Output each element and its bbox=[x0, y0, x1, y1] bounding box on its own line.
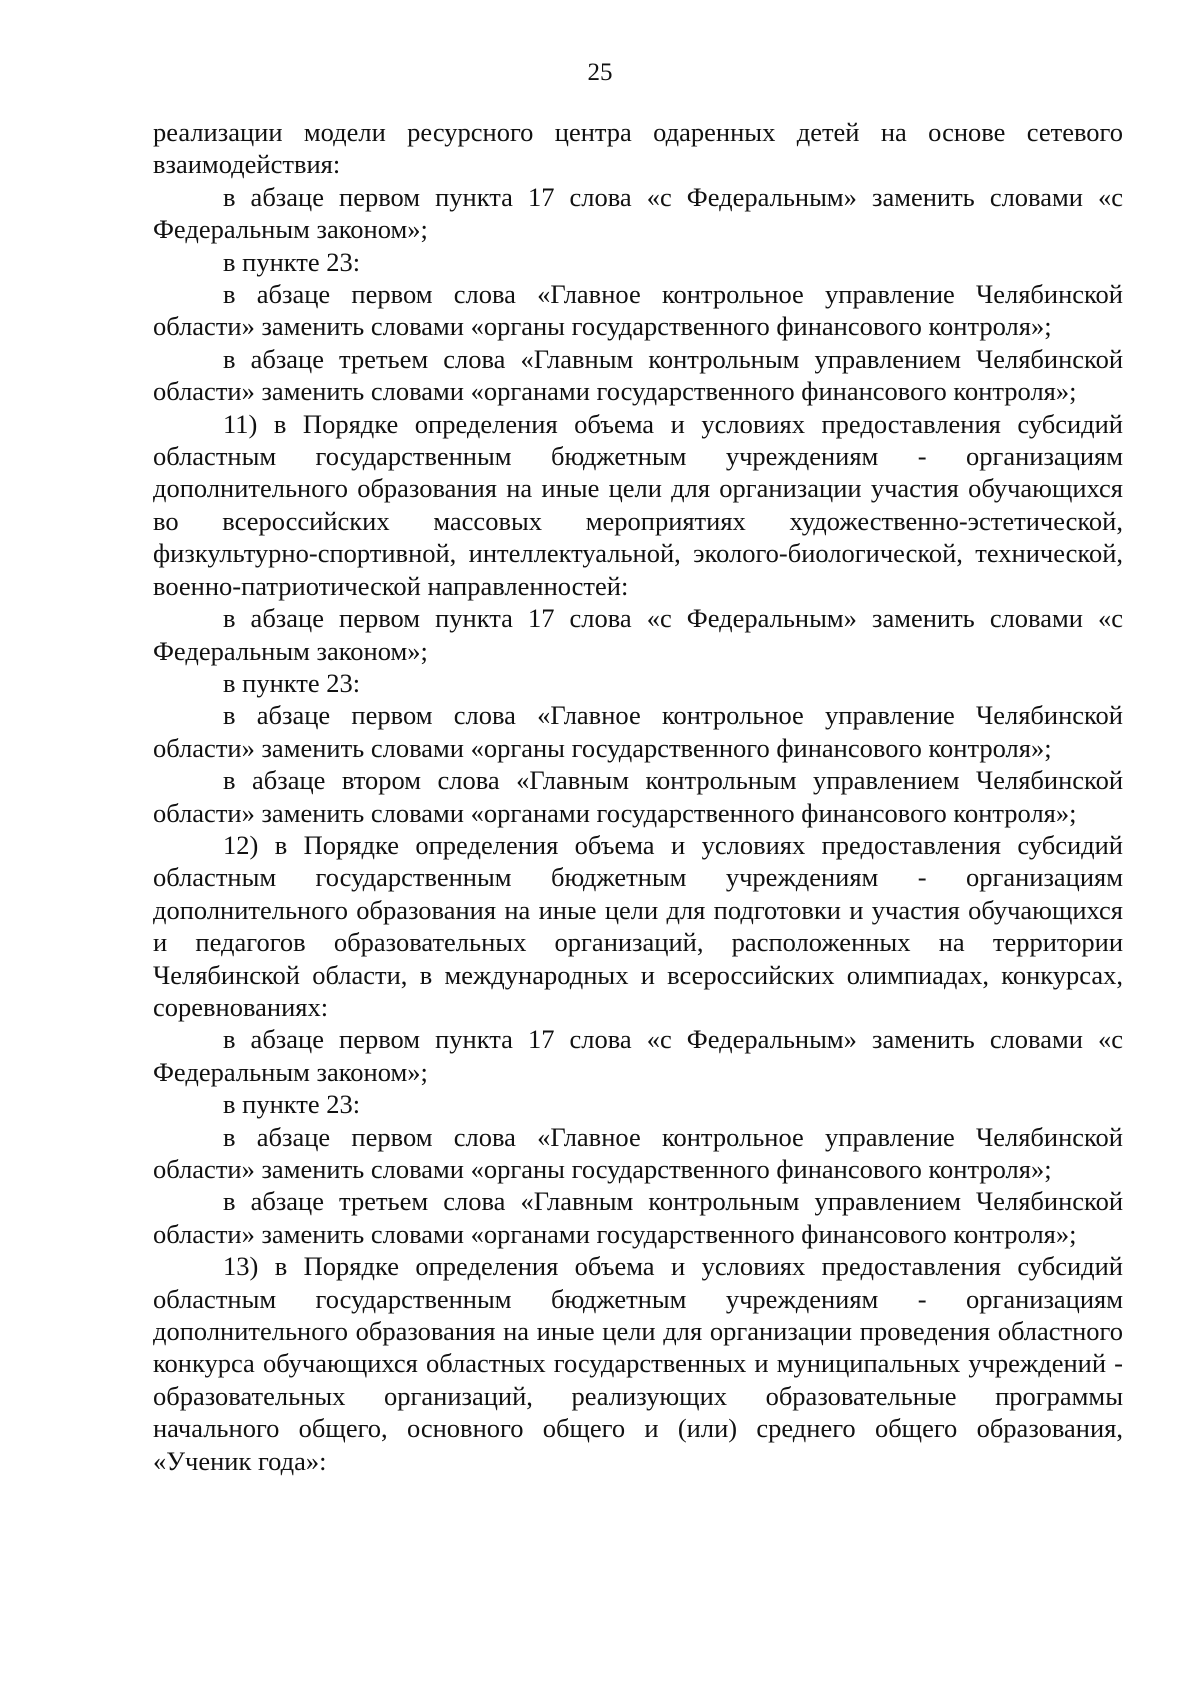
paragraph: в абзаце первом пункта 17 слова «с Федеральным» заменить словами «с Федеральным законом»; bbox=[153, 603, 1123, 666]
paragraph: в пункте 23: bbox=[223, 246, 361, 277]
paragraph: 11) в Порядке определения объема и условиях предоставления субсидий областным государственным бюджетным учреждениям - организациям дополнительного образования на иные цели для организации участия обучающихся во всероссийских массовых мероприятиях художественно-эстетической, физкультурно-спортивной, интеллектуальной, эколого-биологической, технической, военно-патриотической направленностей: bbox=[153, 408, 1123, 601]
paragraph: в пункте 23: bbox=[223, 1089, 361, 1120]
paragraph: в абзаце первом пункта 17 слова «с Федеральным» заменить словами «с Федеральным законом»; bbox=[153, 181, 1123, 245]
paragraph: в абзаце третьем слова «Главным контрольным управлением Челябинской области» заменить словами «органами государственного финансового контроля»; bbox=[153, 1186, 1123, 1249]
paragraph: в абзаце первом слова «Главное контрольное управление Челябинской области» заменить словами «органы государственного финансового контроля»; bbox=[153, 279, 1123, 342]
paragraph: 13) в Порядке определения объема и условиях предоставления субсидий областным государственным бюджетным учреждениям - организациям дополнительного образования на иные цели для организации проведения областного конкурса обучающихся областных государственных и муниципальных учреждений - образовательных организаций, реализующих образовательные программы начального общего, основного общего и (или) среднего общего образования, «Ученик года»: bbox=[153, 1251, 1123, 1476]
paragraph: в абзаце первом слова «Главное контрольное управление Челябинской области» заменить словами «органы государственного финансового контроля»; bbox=[153, 1121, 1123, 1184]
paragraph: в абзаце первом пункта 17 слова «с Федеральным» заменить словами «с Федеральным законом»; bbox=[153, 1024, 1123, 1087]
paragraph: в абзаце втором слова «Главным контрольным управлением Челябинской области» заменить словами «органами государственного финансового контроля»; bbox=[153, 765, 1123, 828]
page-number: 25 bbox=[587, 59, 613, 86]
paragraph: реализации модели ресурсного центра одаренных детей на основе сетевого взаимодействия: bbox=[153, 117, 1123, 180]
paragraph: в пункте 23: bbox=[223, 667, 361, 698]
paragraph: в абзаце первом слова «Главное контрольное управление Челябинской области» заменить словами «органы государственного финансового контроля»; bbox=[153, 700, 1123, 763]
paragraph: в абзаце третьем слова «Главным контрольным управлением Челябинской области» заменить словами «органами государственного финансового контроля»; bbox=[153, 343, 1123, 407]
document-body bbox=[153, 116, 1123, 1477]
paragraph: 12) в Порядке определения объема и условиях предоставления субсидий областным государственным бюджетным учреждениям - организациям дополнительного образования на иные цели для подготовки и участия обучающихся и педагогов образовательных организаций, расположенных на территории Челябинской области, в международных и всероссийских олимпиадах, конкурсах, соревнованиях: bbox=[153, 829, 1123, 1022]
